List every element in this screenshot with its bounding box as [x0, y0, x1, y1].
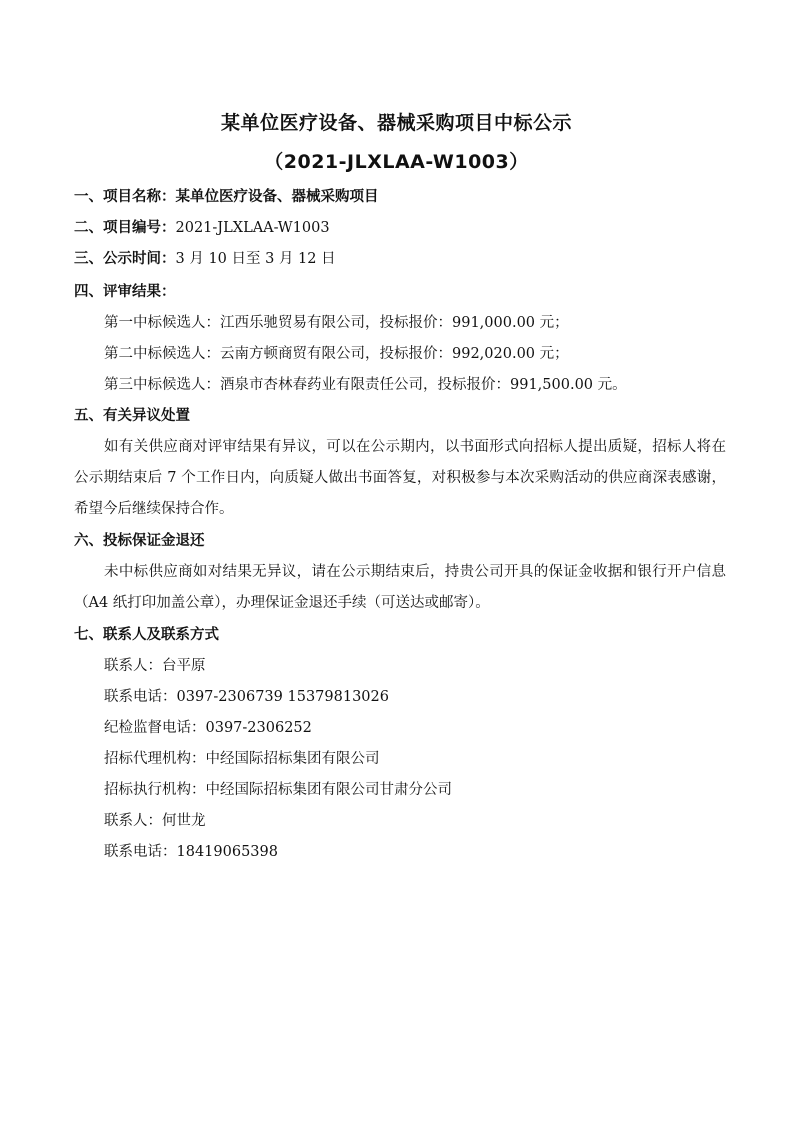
contact-phone-2: 联系电话：18419065398 — [104, 844, 278, 860]
project-name-value: 某单位医疗设备、器械采购项目 — [175, 189, 379, 205]
section-project-name — [74, 187, 734, 207]
executing-agency: 招标执行机构：中经国际招标集团有限公司甘肃分公司 — [104, 782, 452, 798]
contact-phone-1: 联系电话：0397-2306739 15379813026 — [104, 689, 389, 705]
section-objection-heading: 五、有关异议处置 — [74, 408, 190, 424]
contact-person-2: 联系人：何世龙 — [104, 813, 206, 829]
section-label: 二、项目编号： — [74, 220, 176, 236]
section-contacts-heading: 七、联系人及联系方式 — [74, 627, 219, 643]
section-publicity-time — [74, 249, 734, 269]
candidate-3: 第三中标候选人：酒泉市杏林春药业有限责任公司，投标报价：991,500.00 元。 — [104, 377, 627, 393]
section-label: 三、公示时间： — [74, 251, 176, 267]
candidate-2: 第二中标候选人：云南方顿商贸有限公司，投标报价：992,020.00 元； — [104, 346, 569, 362]
section-label: 一、项目名称： — [74, 189, 176, 205]
section-review-results-heading: 四、评审结果： — [74, 284, 176, 300]
supervision-phone: 纪检监督电话：0397-2306252 — [104, 720, 312, 736]
document-subtitle: （2021-JLXLAA-W1003） — [264, 151, 529, 173]
candidate-1: 第一中标候选人：江西乐驰贸易有限公司，投标报价：991,000.00 元； — [104, 315, 569, 331]
section-deposit-heading: 六、投标保证金退还 — [74, 533, 205, 549]
section-project-number — [74, 218, 734, 238]
deposit-paragraph: 未中标供应商如对结果无异议，请在公示期结束后，持贵公司开具的保证金收据和银行开户信息（A4 纸打印加盖公章），办理保证金退还手续（可送达或邮寄）。 — [74, 564, 726, 611]
objection-paragraph: 如有关供应商对评审结果有异议，可以在公示期内，以书面形式向招标人提出质疑，招标人将在公示期结束后 7 个工作日内，向质疑人做出书面答复，对积极参与本次采购活动的供应商深表感谢，希望今后继续保持合作。 — [74, 439, 726, 517]
publicity-time-value: 3 月 10 日至 3 月 12 日 — [175, 251, 336, 267]
project-number-value: 2021-JLXLAA-W1003 — [175, 220, 330, 236]
document-title: 某单位医疗设备、器械采购项目中标公示 — [220, 112, 572, 134]
agency-name: 招标代理机构：中经国际招标集团有限公司 — [104, 751, 380, 767]
contact-person-1: 联系人：台平原 — [104, 658, 206, 674]
